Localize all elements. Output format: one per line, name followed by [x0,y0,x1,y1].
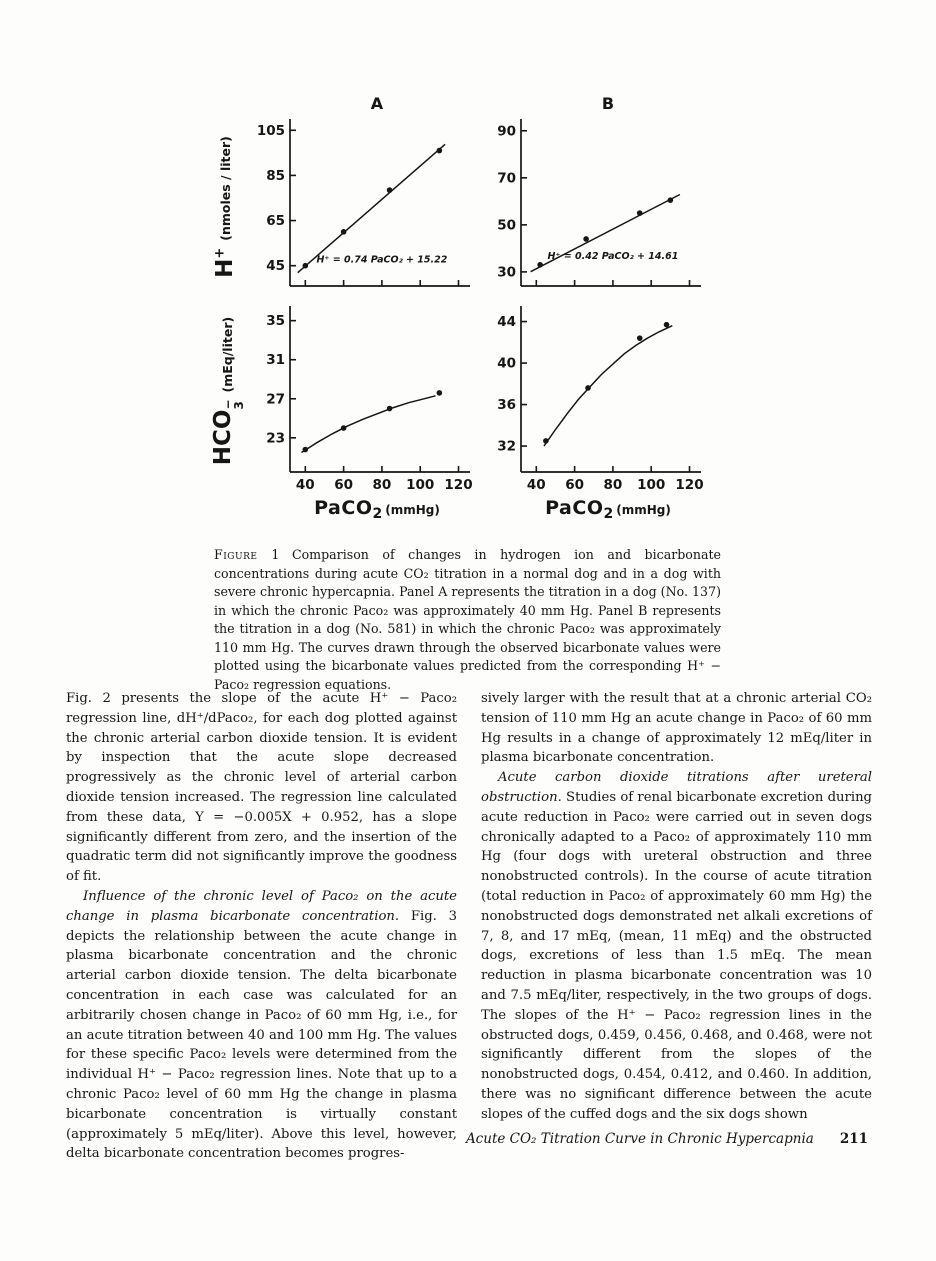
svg-text:65: 65 [266,213,285,230]
svg-text:44: 44 [497,314,516,331]
svg-text:60: 60 [334,477,354,493]
svg-text:32: 32 [497,438,516,455]
chart-hplus-panel-a [250,113,476,300]
svg-text:100: 100 [637,477,666,493]
svg-text:36: 36 [497,397,516,414]
x-axis-title-panel-a: PaCO$_2$ (mmHg) [314,497,440,523]
svg-text:35: 35 [266,313,285,330]
body-text [66,689,872,1164]
paragraph: Fig. 2 presents the slope of the acute H⁺ − Paco₂ regression line, dH⁺/dPaco₂, for each dog plotted against the chronic arterial carbon dioxide tension. It is evident by inspection that the acute slope decreased progressively as the chronic level of arterial carbon dioxide tension increased. The regression line calculated from these data, Y = −0.005X + 0.952, has a slope significantly different from zero, and the insertion of the quadratic term did not significantly improve the goodness of fit. [66,691,457,885]
svg-text:27: 27 [266,391,285,408]
chart-hco3-panel-a [250,300,476,502]
panel-a-label: A [370,94,384,113]
hco3-units: (mEq/liter) [219,316,235,393]
paragraph: sively larger with the result that at a chronic arterial CO₂ tension of 110 mm Hg an acute change in Paco₂ of 60 mm Hg results in a change of approximately 12 mEq/liter in plasma bicarbonate concentration. [481,691,872,766]
x-axis-title-panel-b: PaCO$_2$ (mmHg) [545,497,671,523]
svg-text:105: 105 [256,122,285,139]
svg-text:120: 120 [444,477,473,493]
svg-text:100: 100 [406,477,435,493]
svg-text:90: 90 [497,123,516,140]
svg-text:30: 30 [497,264,516,281]
page-number: 211 [839,1131,868,1147]
figure-caption-text: Comparison of changes in hydrogen ion and bicarbonate concentrations during acute CO₂ titration in a normal dog and in a dog with severe chronic hypercapnia. Panel A represents the titration in a dog (No. 137) in which the chronic Paco₂ was approximately 40 mm Hg. Panel B represents the titration in a dog (No. 581) in which the chronic Paco₂ was approximately 110 mm Hg. The curves drawn through the observed bicarbonate values were plotted using the bicarbonate values predicted from the corresponding H⁺ − Paco₂ regression equations. [214,547,721,692]
svg-text:23: 23 [266,430,285,447]
left-column [66,689,457,1164]
svg-text:40: 40 [295,477,315,493]
hco3-symbol: HCO − 3 [210,399,246,466]
hplus-units: (nmoles / liter) [217,136,233,241]
svg-text:50: 50 [497,217,516,234]
svg-text:120: 120 [675,477,704,493]
hplus-symbol: H+ [212,247,238,278]
figure-caption-label: Figure 1 [214,547,280,562]
right-column [481,689,872,1164]
svg-text:40: 40 [497,355,516,372]
chart-hco3-panel-b [481,300,707,502]
svg-text:40: 40 [526,477,546,493]
svg-text:80: 80 [603,477,623,493]
y-axis-label-hplus [208,107,242,307]
svg-text:H⁺ = 0.74 PaCO₂ + 15.22: H⁺ = 0.74 PaCO₂ + 15.22 [316,254,448,266]
svg-text:70: 70 [497,170,516,187]
svg-text:60: 60 [565,477,585,493]
chart-hplus-panel-b [481,113,707,300]
y-axis-label-hco3 [210,291,244,491]
svg-text:H⁺ = 0.42 PaCO₂ + 14.61: H⁺ = 0.42 PaCO₂ + 14.61 [547,250,679,262]
paragraph: Acute carbon dioxide titrations after ureteral obstruction. Studies of renal bicarbonate excretion during acute reduction in Paco₂ were carried out in seven dogs chronically adapted to a Paco₂ of approximately 110 mm Hg (four dogs with ureteral obstruction and three nonobstructed controls). In the course of acute titration (total reduction in Paco₂ of approximately 60 mm Hg) the nonobstructed dogs demonstrated net alkali excretions of 7, 8, and 17 mEq, (mean, 11 mEq) and the obstructed dogs, excretions of less than 1.5 mEq. The mean reduction in plasma bicarbonate concentration was 10 and 7.5 mEq/liter, respectively, in the two groups of dogs. The slopes of the H⁺ − Paco₂ regression lines in the obstructed dogs, 0.459, 0.456, 0.468, and 0.468, were not significantly different from the slopes of the nonobstructed dogs, 0.454, 0.412, and 0.460. In addition, there was no significant difference between the acute slopes of the cuffed dogs and the six dogs shown [481,770,872,1122]
svg-text:85: 85 [266,167,285,184]
svg-text:31: 31 [266,352,285,369]
panel-b-label: B [601,94,615,113]
svg-text:80: 80 [372,477,392,493]
figure-caption [214,546,721,694]
running-title: Acute CO₂ Titration Curve in Chronic Hypercapnia [465,1131,814,1147]
svg-text:45: 45 [266,258,285,275]
page-footer [466,1131,868,1147]
paragraph: Influence of the chronic level of Paco₂ on the acute change in plasma bicarbonate concentration. Fig. 3 depicts the relationship between the acute change in plasma bicarbonate concentration and the chronic arterial carbon dioxide tension. The delta bicarbonate concentration in each case was calculated for an arbitrarily chosen change in Paco₂ of 60 mm Hg, i.e., for an acute titration between 40 and 100 mm Hg. The values for these specific Paco₂ levels were determined from the individual H⁺ − Paco₂ regression lines. Note that up to a chronic Paco₂ level of 60 mm Hg the change in plasma bicarbonate concentration is virtually constant (approximately 5 mEq/liter). Above this level, however, delta bicarbonate concentration becomes progres- [66,888,457,1162]
